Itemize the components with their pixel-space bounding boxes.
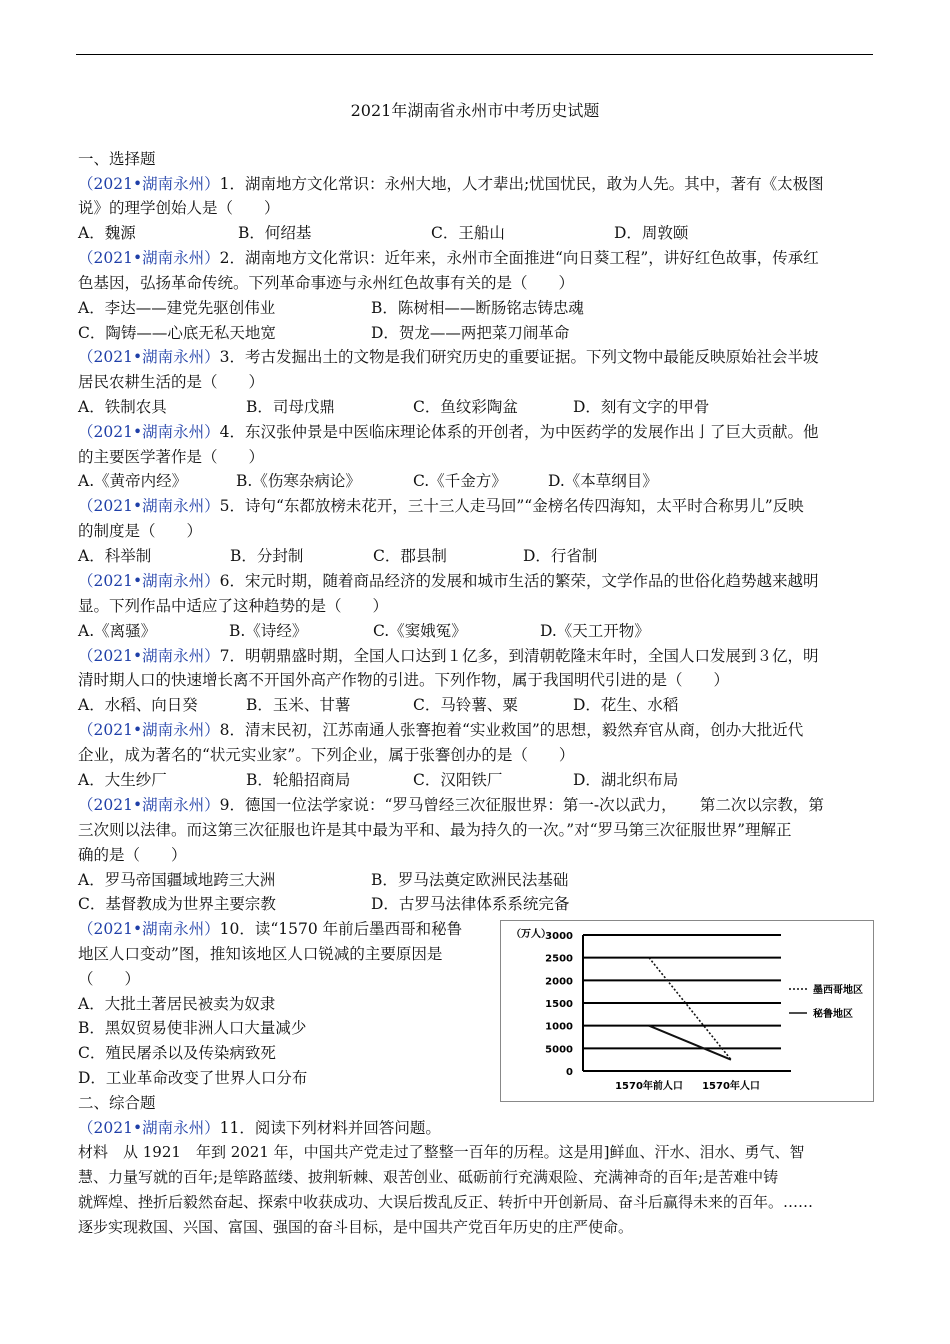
option-9a: A．罗马帝国疆域地跨三大洲 <box>78 871 276 889</box>
question-2-cont: 色基因，弘扬革命传统。下列革命事迹与永州红色故事有关的是（ ） <box>78 274 575 292</box>
question-9: （2021•湖南永州）9．德国一位法学家说：“罗马曾经三次征服世界：第一-次以武力， 第二次以宗教，第 <box>78 796 824 814</box>
x-tick-labels <box>615 1079 760 1092</box>
option-4a: A.《黄帝内经》 <box>78 472 188 490</box>
option-8b: B．轮船招商局 <box>246 771 351 789</box>
option-1b: B．何绍基 <box>238 224 312 242</box>
question-1-cont: 说》的理学创始人是（ ） <box>78 199 280 217</box>
question-10: （2021•湖南永州）10．读“1570 年前后墨西哥和秘鲁 <box>78 920 463 938</box>
option-3a: A．铁制农具 <box>78 398 167 416</box>
option-2c: C．陶铸——心底无私天地宽 <box>78 324 276 342</box>
question-5-cont: 的制度是（ ） <box>78 522 203 540</box>
y-tick-label: 0 <box>566 1067 573 1078</box>
option-2a: A．李达——建党先驱创伟业 <box>78 299 276 317</box>
series-line-2 <box>649 1026 731 1060</box>
option-9c: C．基督教成为世界主要宗教 <box>78 895 276 913</box>
option-7a: A．水稻、向日癸 <box>78 696 198 714</box>
legend-label: 秘鲁地区 <box>813 1009 853 1020</box>
series-line-1 <box>649 958 731 1060</box>
option-9b: B．罗马法奠定欧洲民法基础 <box>371 871 569 889</box>
question-11: （2021•湖南永州）11．阅读下列材料并回答问题。 <box>78 1119 441 1137</box>
option-3d: D．刻有文字的甲骨 <box>573 398 710 416</box>
population-chart-svg <box>501 921 873 1101</box>
option-9d: D．古罗马法律体系系统完备 <box>371 895 570 913</box>
option-3b: B．司母戊鼎 <box>246 398 335 416</box>
y-axis-label: （万人） <box>511 929 551 940</box>
question-3-cont: 居民农耕生活的是（ ） <box>78 373 265 391</box>
y-tick-label: 2000 <box>545 976 573 988</box>
legend <box>789 983 863 1020</box>
y-tick-label: 1000 <box>545 1021 573 1033</box>
question-5: （2021•湖南永州）5．诗句“东都放榜未花开，三十三人走马回”“金榜名传四海知，太平时合称男儿”反映 <box>78 497 804 515</box>
option-4c: C.《千金方》 <box>413 472 507 490</box>
population-chart <box>500 920 874 1102</box>
y-tick-label: 2500 <box>545 953 573 965</box>
header-rule <box>76 54 873 55</box>
y-tick-label: 5000 <box>545 1044 573 1056</box>
y-tick-label: 1500 <box>545 999 573 1010</box>
option-2d: D．贺龙——两把菜刀闹革命 <box>371 324 570 342</box>
option-10a: A．大批土著居民被卖为奴隶 <box>78 995 276 1013</box>
option-5d: D．行省制 <box>523 547 598 565</box>
y-tick-label: 3000 <box>545 931 573 942</box>
section-choice: 一、选择题 <box>78 150 156 168</box>
question-10-cont2: （ ） <box>78 970 141 988</box>
option-5b: B．分封制 <box>230 547 304 565</box>
question-4: （2021•湖南永州）4．东汉张仲景是中医临床理论体系的开创者，为中医药学的发展作出亅了巨大贡献。他 <box>78 423 819 441</box>
option-1d: D．周敦颐 <box>614 224 689 242</box>
option-8d: D．湖北织布局 <box>573 771 679 789</box>
option-7b: B．玉米、甘薯 <box>246 696 351 714</box>
option-4b: B.《伤寒杂病论》 <box>236 472 361 490</box>
gridlines <box>583 935 791 1071</box>
material-line-3: 就辉煌、挫折后毅然奋起、探索中收获成功、大误后拨乱反正、转折中开创新局、奋斗后赢得未来的百年。…… <box>78 1193 814 1211</box>
option-10d: D．工业革命改变了世界人口分布 <box>78 1069 308 1087</box>
option-6a: A.《离骚》 <box>78 622 157 640</box>
option-8c: C．汉阳铁厂 <box>413 771 503 789</box>
option-6b: B.《诗经》 <box>229 622 308 640</box>
legend-label: 墨西哥地区 <box>813 985 863 996</box>
section-comprehensive: 二、综合题 <box>78 1094 156 1112</box>
material-line-2: 慧、力量写就的百年;是筚路蓝缕、披荆斩棘、艰苦创业、砥砺前行充满艰险、充满神奇的百年;是苦难中铸 <box>78 1168 779 1186</box>
option-4d: D.《本草纲目》 <box>548 472 658 490</box>
question-8-cont: 企业，成为著名的“状元实业家”。下列企业，属于张謇创办的是（ ） <box>78 746 575 764</box>
option-1a: A．魏源 <box>78 224 136 242</box>
option-6c: C.《窦娥冤》 <box>373 622 467 640</box>
page-title: 2021年湖南省永州市中考历史试题 <box>350 101 600 120</box>
question-8: （2021•湖南永州）8．清末民初，江苏南通人张謇抱着“实业救国”的思想，毅然弃官从商，创办大批近代 <box>78 721 804 739</box>
question-9-cont: 三次则以法律。而这第三次征服也许是其中最为平和、最为持久的一次。”对“罗马第三次征服世界”理解正 <box>78 821 792 839</box>
question-7-cont: 清时期人口的快速增长离不开国外高产作物的引进。下列作物，属于我国明代引进的是（ ） <box>78 671 730 689</box>
material-line-4: 逐步实现救国、兴国、富国、强国的奋斗目标，是中国共产党百年历史的庄严使命。 <box>78 1218 634 1236</box>
option-7d: D．花生、水稻 <box>573 696 679 714</box>
option-10b: B．黑奴贸易使非洲人口大量减少 <box>78 1019 307 1037</box>
option-10c: C．殖民屠杀以及传染病致死 <box>78 1044 276 1062</box>
x-tick-label: 1570年前人口 <box>615 1081 683 1092</box>
question-4-cont: 的主要医学著作是（ ） <box>78 448 265 466</box>
option-5c: C．郡县制 <box>373 547 447 565</box>
question-3: （2021•湖南永州）3．考古发掘出土的文物是我们研究历史的重要证据。下列文物中最能反映原始社会半坡 <box>78 348 819 366</box>
option-7c: C．马铃薯、粟 <box>413 696 518 714</box>
x-tick-label: 1570年人口 <box>702 1081 760 1092</box>
option-5a: A．科举制 <box>78 547 152 565</box>
question-7: （2021•湖南永州）7．明朝鼎盛时期，全国人口达到１亿多，到清朝乾隆末年时，全国人口发展到３亿，明 <box>78 647 819 665</box>
question-9-cont2: 确的是（ ） <box>78 846 187 864</box>
option-8a: A．大生纱厂 <box>78 771 167 789</box>
question-6-cont: 显。下列作品中适应了这种趋势的是（ ） <box>78 597 389 615</box>
option-3c: C．鱼纹彩陶盆 <box>413 398 518 416</box>
option-6d: D.《天工开物》 <box>540 622 650 640</box>
material-line-1: 材料 从 1921 年到 2021 年，中国共产党走过了整整一百年的历程。这是用]鲜血、汗水、泪水、勇气、智 <box>78 1143 805 1161</box>
option-1c: C．王船山 <box>431 224 505 242</box>
question-6: （2021•湖南永州）6．宋元时期，随着商品经济的发展和城市生活的繁荣，文学作品的世俗化趋势越来越明 <box>78 572 819 590</box>
y-tick-labels <box>545 931 573 1078</box>
option-2b: B．陈树相——断肠铭志铸忠魂 <box>371 299 584 317</box>
question-10-cont: 地区人口变动”图，推知该地区人口锐减的主要原因是 <box>78 945 443 963</box>
question-2: （2021•湖南永州）2．湖南地方文化常识：近年来，永州市全面推进“向日葵工程”，讲好红色故事，传承红 <box>78 249 819 267</box>
question-1: （2021•湖南永州）1．湖南地方文化常识：永州大地，人才辈出;忧国忧民，敢为人先。其中，著有《太极图 <box>78 175 824 193</box>
source-tag: （2021•湖南永州） <box>78 175 220 193</box>
series-lines <box>649 958 731 1060</box>
